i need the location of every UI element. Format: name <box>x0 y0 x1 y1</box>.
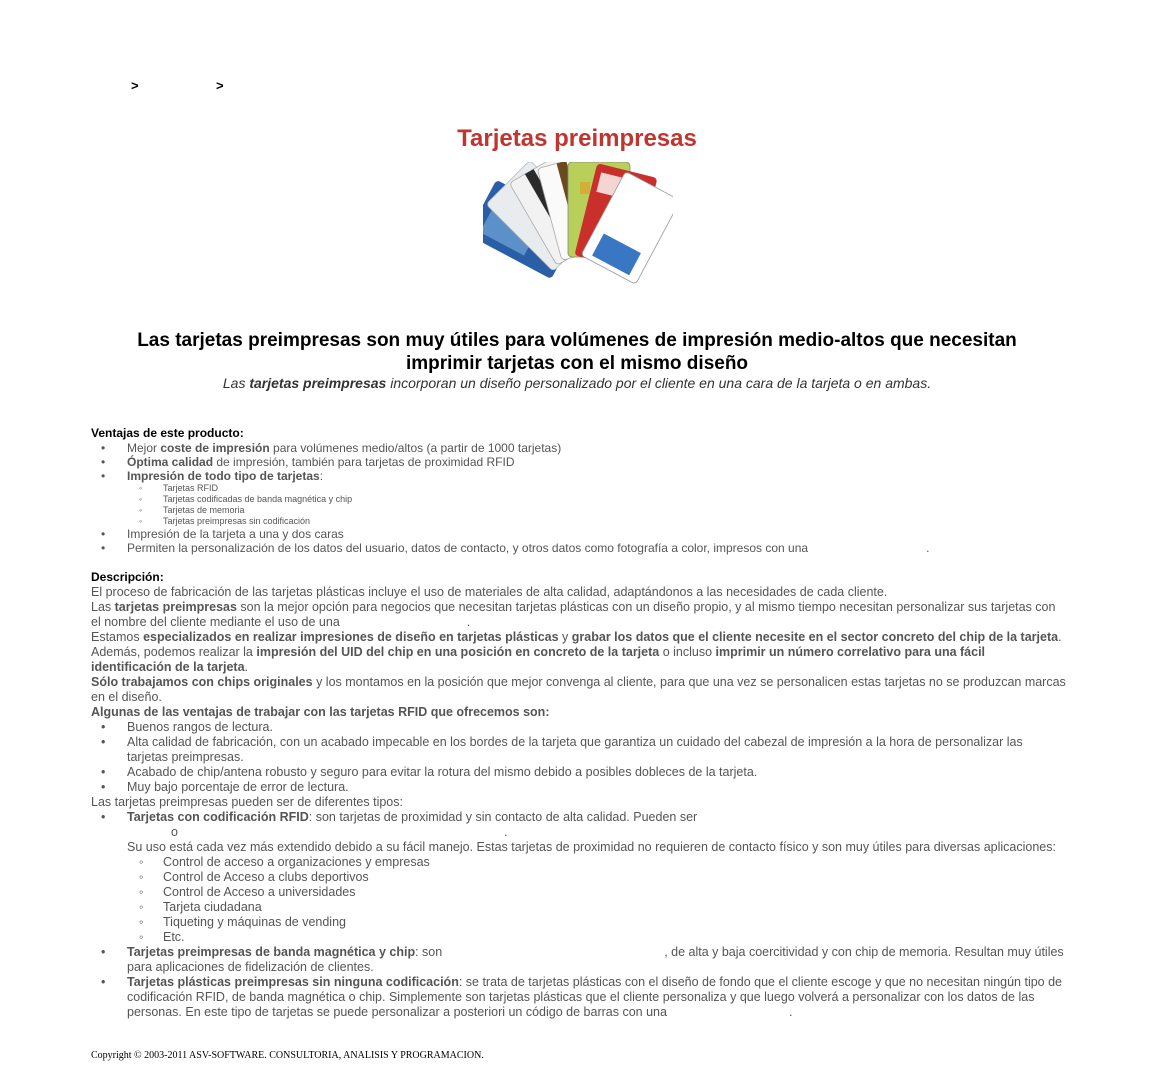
list-item: ◦ Tarjetas preimpresas sin codificación <box>127 516 1066 527</box>
page-title: Tarjetas preimpresas <box>457 125 697 152</box>
list-item: • Impresión de todo tipo de tarjetas: ◦ Tarjetas RFID ◦ Tarjetas codificadas de banda magnética y chip ◦ Tarjetas de memoria ◦ Tarjetas preimpresas sin codificación <box>91 469 1066 527</box>
list-item: • Permiten la personalización de los datos del usuario, datos de contacto, y otros datos como fotografía a color, impresos con una . <box>91 541 1066 555</box>
list-item: ◦ Control de acceso a organizaciones y empresas <box>127 855 1066 870</box>
paragraph: Las tarjetas preimpresas pueden ser de diferentes tipos: <box>91 795 403 809</box>
list-item: • Óptima calidad de impresión, también para tarjetas de proximidad RFID <box>91 455 1066 469</box>
list-item: ◦ Tarjetas RFID <box>127 483 1066 494</box>
card-types-sublist <box>127 483 1066 527</box>
fanned-plastic-cards-image <box>483 162 673 302</box>
list-item: • Tarjetas con codificación RFID: son tarjetas de proximidad y sin contacto de alta calidad. Pueden ser o . Su uso está cada vez más extendido debido a su fácil manejo. Estas tarjetas de proximidad no requieren de contacto físico y son muy útiles para diversas aplicaciones: ◦ Control de acceso a organizaciones y empresas ◦ Control de Acceso a clubs deportivos ◦ Control de Acceso a universidades ◦ Tarjeta ciudadana ◦ Tiqueting y máquinas de vending ◦ Etc. <box>91 810 1066 945</box>
breadcrumb-separator: > <box>131 78 139 93</box>
list-item: • Impresión de la tarjeta a una y dos caras <box>91 527 1066 541</box>
description-section <box>91 570 1066 1020</box>
lead-text: incorporan un diseño personalizado por el cliente en una cara de la tarjeta o en ambas. <box>386 375 932 391</box>
paragraph: Sólo trabajamos con chips originales y los montamos en la posición que mejor convenga al cliente, para que una vez se personalicen estas tarjetas no se produzcan marcas en el diseño. <box>91 675 1066 704</box>
list-item: • Alta calidad de fabricación, con un acabado impecable en los bordes de la tarjeta que garantiza un cuidado del cabezal de impresión a la hora de personalizar las tarjetas preimpresas. <box>91 735 1066 765</box>
list-item: • Acabado de chip/antena robusto y seguro para evitar la rotura del mismo debido a posibles dobleces de la tarjeta. <box>91 765 1066 780</box>
paragraph: Algunas de las ventajas de trabajar con las tarjetas RFID que ofrecemos son: <box>91 705 550 719</box>
list-item: ◦ Control de Acceso a clubs deportivos <box>127 870 1066 885</box>
main-content <box>91 426 1066 1020</box>
headline: Las tarjetas preimpresas son muy útiles para volúmenes de impresión medio-altos que necesitan imprimir tarjetas con el mismo diseño <box>137 330 1017 374</box>
list-item: ◦ Control de Acceso a universidades <box>127 885 1066 900</box>
list-item: ◦ Tarjeta ciudadana <box>127 900 1066 915</box>
paragraph: Las tarjetas preimpresas son la mejor opción para negocios que necesitan tarjetas plásticas con un diseño propio, y al mismo tiempo necesitan personalizar sus tarjetas con el nombre del cliente mediante el uso de una . <box>91 600 1056 629</box>
list-item: • Tarjetas plásticas preimpresas sin ninguna codificación: se trata de tarjetas plásticas con el diseño de fondo que el cliente escoge y que no necesitan ningún tipo de codificación RFID, de banda magnética o chip. Simplemente son tarjetas plásticas que el cliente personaliza y que luego volverá a personalizar con los datos de las personas. En este tipo de tarjetas se puede personalizar a posteriori un código de barras con una . <box>91 975 1066 1020</box>
list-item: ◦ Tarjetas codificadas de banda magnética y chip <box>127 494 1066 505</box>
list-item: • Mejor coste de impresión para volúmenes medio/altos (a partir de 1000 tarjetas) <box>91 441 1066 455</box>
breadcrumb-separator: > <box>216 78 224 93</box>
description-heading: Descripción: <box>91 570 164 584</box>
list-item: • Tarjetas preimpresas de banda magnética y chip: son , de alta y baja coercitividad y con chip de memoria. Resultan muy útiles para aplicaciones de fidelización de clientes. <box>91 945 1066 975</box>
lead-paragraph <box>0 375 1154 391</box>
breadcrumb <box>131 78 224 93</box>
rfid-advantages-list <box>91 720 1066 795</box>
paragraph: El proceso de fabricación de las tarjetas plásticas incluye el uso de materiales de alta calidad, adaptándonos a las necesidades de cada cliente. <box>91 585 888 599</box>
applications-list <box>127 855 1066 945</box>
list-item: ◦ Tarjetas de memoria <box>127 505 1066 516</box>
lead-text: Las <box>222 375 250 391</box>
lead-bold: tarjetas preimpresas <box>249 375 387 391</box>
list-item: • Muy bajo porcentaje de error de lectura. <box>91 780 1066 795</box>
advantages-heading: Ventajas de este producto: <box>91 426 244 440</box>
advantages-list <box>91 441 1066 555</box>
card-types-list <box>91 810 1066 1020</box>
paragraph: Estamos especializados en realizar impresiones de diseño en tarjetas plásticas y grabar los datos que el cliente necesite en el sector concreto del chip de la tarjeta. Además, podemos realizar la impresión del UID del chip en una posición en concreto de la tarjeta o incluso imprimir un número correlativo para una fácil identificación de la tarjeta. <box>91 630 1062 674</box>
list-item: • Buenos rangos de lectura. <box>91 720 1066 735</box>
list-item: ◦ Etc. <box>127 930 1066 945</box>
copyright-footer: Copyright © 2003-2011 ASV-SOFTWARE. CONSULTORIA, ANALISIS Y PROGRAMACION. <box>91 1050 484 1061</box>
list-item: ◦ Tiqueting y máquinas de vending <box>127 915 1066 930</box>
